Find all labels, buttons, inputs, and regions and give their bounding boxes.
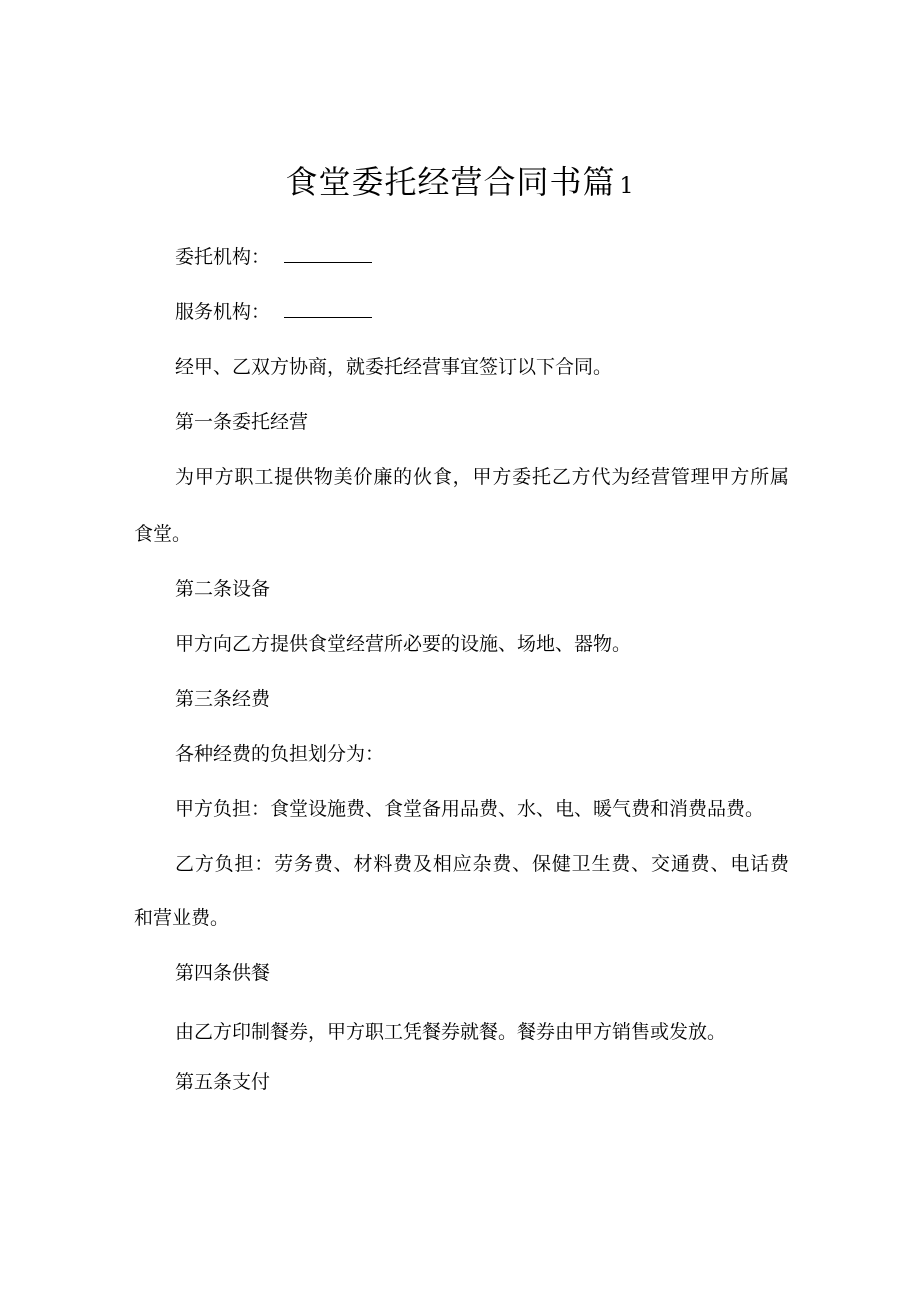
article-4-body: 由乙方印制餐券，甲方职工凭餐券就餐。餐券由甲方销售或发放。 (175, 1021, 727, 1043)
intro-paragraph: 经甲、乙双方协商，就委托经营事宜签订以下合同。 (175, 356, 613, 378)
field-label: 服务机构： (175, 301, 271, 323)
article-3-party-a: 甲方负担：食堂设施费、食堂备用品费、水、电、暖气费和消费品费。 (175, 798, 765, 820)
article-3-body: 各种经费的负担划分为： (175, 743, 385, 765)
article-5-heading: 第五条支付 (175, 1071, 271, 1093)
article-1-body-line1: 为甲方职工提供物美价廉的伙食，甲方委托乙方代为经营管理甲方所属 (175, 466, 789, 488)
document-title (0, 158, 920, 211)
field-entrusting-party (175, 229, 835, 285)
article-3-heading: 第三条经费 (175, 688, 271, 710)
blank-line (284, 244, 372, 263)
article-1-body-line2: 食堂。 (134, 523, 192, 545)
title-number: 1 (619, 174, 635, 199)
article-4-heading: 第四条供餐 (175, 962, 271, 984)
article-2-body: 甲方向乙方提供食堂经营所必要的设施、场地、器物。 (175, 633, 632, 655)
blank-line (284, 299, 372, 318)
title-text: 食堂委托经营合同书篇 (285, 163, 616, 201)
article-3-party-b-line1: 乙方负担：劳务费、材料费及相应杂费、保健卫生费、交通费、电话费 (175, 853, 789, 875)
field-label: 委托机构： (175, 246, 271, 268)
article-2-heading: 第二条设备 (175, 578, 271, 600)
field-service-party (175, 284, 835, 340)
article-1-heading: 第一条委托经营 (175, 411, 309, 433)
article-3-party-b-line2: 和营业费。 (134, 907, 230, 929)
